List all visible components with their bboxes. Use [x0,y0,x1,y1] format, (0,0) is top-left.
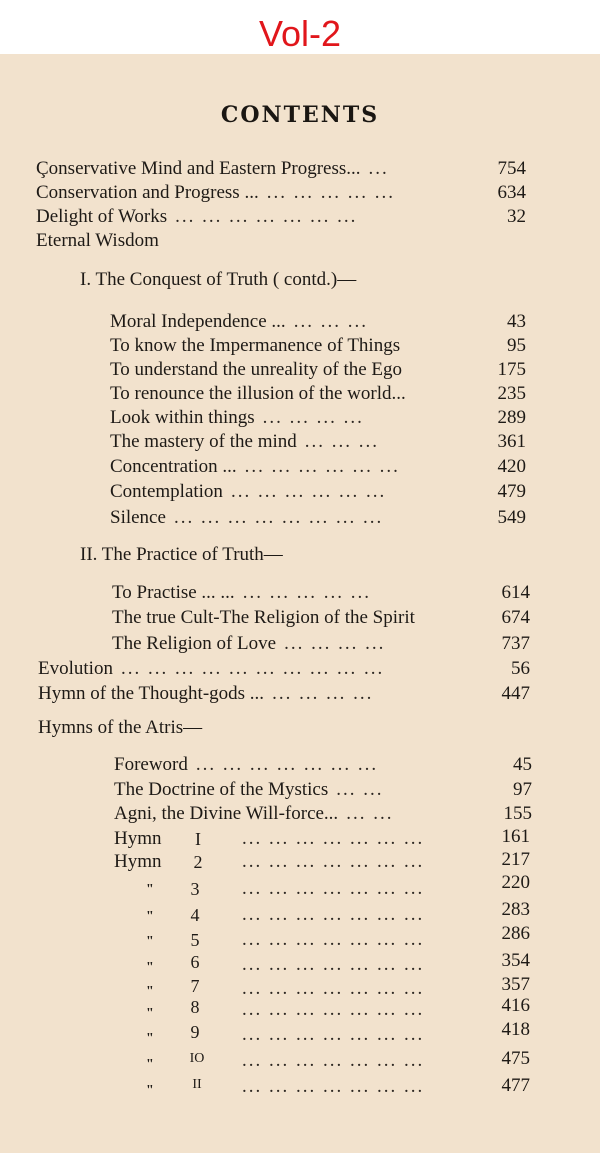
toc-entry [38,682,530,706]
leader-dots: ... [368,158,389,179]
page-number: 674 [501,607,530,628]
page-number: 477 [501,1075,530,1096]
entry-title: The true Cult-The Religion of the Spirit [112,607,415,628]
entry-title: The Doctrine of the Mystics [114,779,329,800]
hymn-number: 6 [190,952,200,972]
ditto-mark: " [146,909,154,924]
ditto-mark: " [146,960,154,975]
page-number: 354 [501,950,530,971]
page-number: 155 [503,803,532,824]
toc-entry [110,455,526,479]
ditto-mark: " [146,934,154,949]
entry-title: Eternal Wisdom [36,230,159,251]
page-number: 161 [501,826,530,847]
page-number: 357 [501,974,530,995]
section-heading: Hymns of the Atris— [38,717,203,738]
page-number: 420 [497,456,526,477]
leader-dots: ... ... ... ... ... ... [230,481,387,502]
page-number: 217 [501,849,530,870]
toc-entry [112,606,530,630]
page-number: 475 [501,1048,530,1069]
ditto-mark: " [146,1031,154,1046]
entry-title: To renounce the illusion of the world... [110,383,406,404]
entry-title: Hymn of the Thought-gods ... [38,683,265,704]
leader-dots: ... ... ... ... ... ... [244,456,400,477]
entry-title: The mastery of the mind [110,431,297,452]
toc-entry [110,480,526,504]
toc-entry [36,229,526,253]
ditto-mark: " [146,1083,154,1098]
hymn-number: 5 [190,930,200,950]
page-number: 32 [507,206,526,227]
toc-entry [110,506,526,530]
page-number: 418 [501,1019,530,1040]
toc-entry [36,157,526,181]
hymn-number: 3 [190,879,200,899]
leader-dots: ... ... ... ... ... ... ... [242,1050,425,1071]
toc-entry [114,802,532,826]
leader-dots: ... ... ... ... ... ... ... [175,206,358,227]
ditto-mark: " [146,984,154,999]
section-heading: II. The Practice of Truth— [80,544,283,565]
leader-dots: ... ... ... ... ... ... ... [242,954,425,975]
ditto-mark: " [146,1057,154,1072]
page-number: 97 [513,779,532,800]
page-number: 289 [497,407,526,428]
entry-title: Contemplation [110,481,223,502]
page-number: 95 [507,335,526,356]
page-number: 235 [497,383,526,404]
entry-title: Look within things [110,407,255,428]
page-number: 283 [501,899,530,920]
hymn-prefix: Hymn [114,828,162,849]
entry-title: To know the Impermanence of Things [110,335,401,356]
leader-dots: ... ... ... ... ... ... ... [242,978,425,999]
page-number: 361 [497,431,526,452]
entry-title: Foreword [114,754,188,775]
hymn-number: 9 [190,1022,200,1042]
page-number: 175 [497,359,526,380]
entry-title: Concentration ... [110,456,237,477]
page-number: 416 [501,995,530,1016]
leader-dots: ... ... ... ... ... ... ... [242,1076,425,1097]
leader-dots: ... ... ... ... ... ... ... [242,878,425,899]
toc-entry [110,406,526,430]
leader-dots: ... ... ... ... [272,683,374,704]
leader-dots: ... ... ... ... ... ... ... [242,999,425,1020]
leader-dots: ... ... ... ... [284,633,386,654]
entry-title: Silence [110,507,166,528]
page-number: 634 [497,182,526,203]
entry-title: Evolution [38,658,113,679]
ditto-mark: " [146,882,154,897]
entry-title: The Religion of Love [112,633,277,654]
toc-entry [110,358,526,382]
page-number: 220 [501,872,530,893]
toc-entry [112,581,530,605]
entry-title: To understand the unreality of the Ego [110,359,403,380]
page-number: 614 [501,582,530,603]
leader-dots: ... ... ... ... ... ... ... [242,904,425,925]
toc-entry [110,334,526,358]
leader-dots: ... ... ... ... ... [242,582,371,603]
hymn-number: IO [189,1051,205,1066]
page-number: 479 [497,481,526,502]
leader-dots: ... ... ... ... ... ... ... ... [173,507,384,528]
toc-entry [36,205,526,229]
leader-dots: ... ... [346,803,394,824]
hymn-number: 7 [190,976,200,996]
toc-entry [110,430,526,454]
entry-title: Conservation and Progress ... [36,182,259,203]
page-number: 754 [497,158,526,179]
hymn-number: II [192,1077,202,1092]
page-number: 286 [501,923,530,944]
page-number: 56 [511,658,530,679]
toc-entry [36,181,526,205]
leader-dots: ... ... ... ... ... ... ... [242,1024,425,1045]
entry-title: Çonservative Mind and Eastern Progress... [36,158,361,179]
entry-title: Agni, the Divine Will-force... [114,803,339,824]
leader-dots: ... ... ... ... [262,407,364,428]
leader-dots: ... ... [336,779,384,800]
ditto-mark: " [146,1006,154,1021]
toc-entry [110,382,526,406]
page-number: 45 [513,754,532,775]
leader-dots: ... ... ... ... ... ... ... [242,828,425,849]
hymn-number: I [195,829,201,849]
hymn-number: 8 [190,997,200,1017]
leader-dots: ... ... ... ... ... ... ... [195,754,379,775]
volume-label: Vol-2 [258,13,342,54]
leader-dots: ... ... ... ... ... ... ... ... ... ... [120,658,385,679]
page-number: 737 [501,633,530,654]
leader-dots: ... ... ... [293,311,368,332]
hymn-number: 2 [193,852,203,872]
entry-title: Delight of Works [36,206,168,227]
section-heading: I. The Conquest of Truth ( contd.)— [80,269,357,290]
page-number: 43 [507,311,526,332]
toc-entry [114,753,532,777]
hymn-prefix: Hymn [114,851,162,872]
toc-entry [114,778,532,802]
entry-title: Moral Independence ... [110,311,286,332]
entry-title: To Practise ... ... [112,582,235,603]
leader-dots: ... ... ... ... ... ... ... [242,929,425,950]
toc-entry [110,310,526,334]
toc-entry [112,632,530,656]
leader-dots: ... ... ... ... ... ... ... [242,851,425,872]
leader-dots: ... ... ... ... ... [266,182,395,203]
page-title: CONTENTS [220,102,380,128]
page-number: 447 [501,683,530,704]
toc-entry [38,657,530,681]
page-number: 549 [497,507,526,528]
hymn-number: 4 [190,905,200,925]
leader-dots: ... ... ... [304,431,380,452]
